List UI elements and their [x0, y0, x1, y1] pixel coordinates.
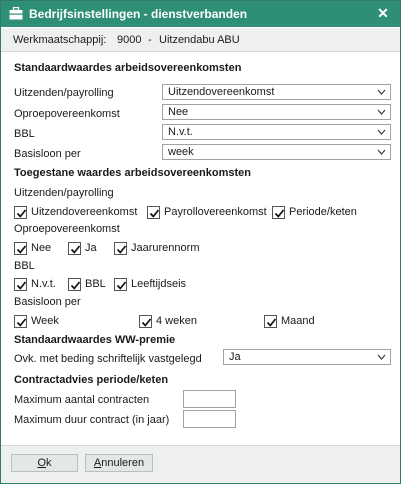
check-icon — [116, 280, 127, 291]
check-icon — [266, 317, 277, 328]
check-icon — [141, 317, 152, 328]
section-contractadvies: Contractadvies periode/keten — [14, 374, 169, 386]
label-toegestaan-oproep: Oproepovereenkomst — [14, 223, 120, 235]
label-uitzenden: Uitzenden/payrolling — [14, 87, 114, 99]
checkbox-label: Payrollovereenkomst — [164, 206, 267, 218]
label-ww-beding: Ovk. met beding schriftelijk vastgelegd — [14, 353, 202, 365]
cancel-button-accesskey: A — [93, 457, 102, 469]
checkbox-label: Ja — [85, 242, 97, 254]
checkbox-label: Periode/keten — [289, 206, 357, 218]
label-toegestaan-uitzenden: Uitzenden/payrolling — [14, 187, 114, 199]
select-uitzenden-value: Uitzendovereenkomst — [168, 86, 275, 98]
chevron-down-icon — [377, 88, 386, 96]
checkbox-label: Jaarurennorm — [131, 242, 200, 254]
max-aantal-input[interactable] — [183, 390, 236, 408]
chevron-down-icon — [377, 353, 386, 361]
check-icon — [16, 244, 27, 255]
check-icon — [70, 280, 81, 291]
label-max-aantal: Maximum aantal contracten — [14, 394, 150, 406]
cancel-button-label: nnuleren — [101, 457, 145, 469]
label-oproep: Oproepovereenkomst — [14, 108, 120, 120]
cancel-button[interactable] — [85, 454, 153, 472]
checkbox-label: Week — [31, 315, 59, 327]
label-basisloon: Basisloon per — [14, 148, 81, 160]
select-oproep[interactable] — [162, 104, 391, 120]
company-name: Uitzendabu ABU — [159, 34, 240, 46]
checkbox-label: 4 weken — [156, 315, 197, 327]
ok-button-accesskey: O — [37, 457, 47, 469]
close-icon[interactable]: ✕ — [377, 5, 389, 21]
company-label: Werkmaatschappij: — [13, 34, 107, 46]
select-bbl-value: N.v.t. — [168, 126, 193, 138]
ok-button-label: k — [46, 457, 52, 469]
select-basisloon[interactable] — [162, 144, 391, 160]
chevron-down-icon — [377, 148, 386, 156]
check-icon — [274, 208, 285, 219]
checkbox-label: N.v.t. — [31, 278, 56, 290]
checkbox-label: Nee — [31, 242, 52, 254]
dialog-footer — [1, 445, 400, 483]
check-icon — [70, 244, 81, 255]
chevron-down-icon — [377, 128, 386, 136]
label-bbl: BBL — [14, 128, 35, 140]
section-standaard-arbeid: Standaardwaardes arbeidsovereenkomsten — [14, 62, 242, 74]
title-bar — [1, 1, 400, 27]
section-ww-premie: Standaardwaardes WW-premie — [14, 334, 176, 346]
max-duur-input[interactable] — [183, 410, 236, 428]
ok-button[interactable] — [11, 454, 78, 472]
select-ww-beding-value: Ja — [229, 351, 241, 363]
check-icon — [16, 208, 27, 219]
check-icon — [16, 280, 27, 291]
label-max-duur: Maximum duur contract (in jaar) — [14, 414, 170, 426]
chevron-down-icon — [377, 108, 386, 116]
company-code: 9000 — [117, 34, 142, 46]
checkbox-label: Maand — [281, 315, 315, 327]
check-icon — [116, 244, 127, 255]
checkbox-label: BBL — [85, 278, 106, 290]
select-bbl[interactable] — [162, 124, 391, 140]
label-toegestaan-bbl: BBL — [14, 260, 35, 272]
briefcase-icon — [9, 7, 23, 20]
company-separator: - — [148, 34, 152, 46]
section-toegestaan: Toegestane waardes arbeidsovereenkomsten — [14, 167, 252, 179]
window-title: Bedrijfsinstellingen - dienstverbanden — [29, 7, 248, 21]
checkbox-label: Leeftijdseis — [131, 278, 187, 290]
select-ww-beding[interactable] — [223, 349, 391, 365]
label-toegestaan-basisloon: Basisloon per — [14, 296, 81, 308]
select-basisloon-value: week — [168, 146, 194, 158]
check-icon — [149, 208, 160, 219]
company-info-bar — [1, 28, 400, 52]
checkbox-label: Uitzendovereenkomst — [31, 206, 138, 218]
select-oproep-value: Nee — [168, 106, 189, 118]
check-icon — [16, 317, 27, 328]
select-uitzenden[interactable] — [162, 84, 391, 100]
